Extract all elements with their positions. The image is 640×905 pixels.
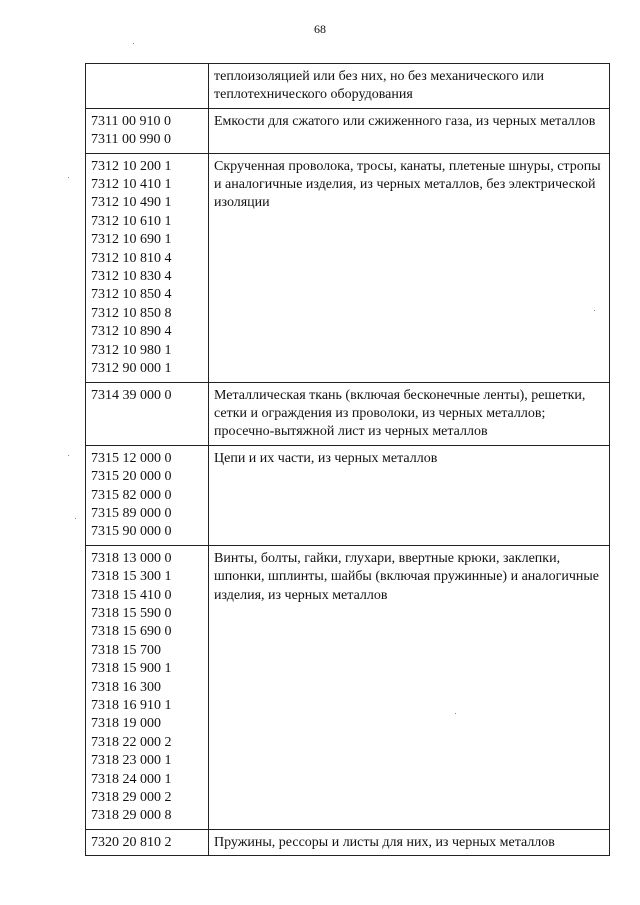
table-row <box>86 108 610 153</box>
tn-ved-code: 7312 10 200 1 <box>91 158 172 174</box>
tn-ved-code: 7318 15 690 0 <box>91 624 172 640</box>
table-row <box>86 445 610 545</box>
tn-ved-code: 7311 00 990 0 <box>91 132 171 148</box>
tn-ved-code: 7312 10 850 4 <box>91 287 172 303</box>
tn-ved-code: 7318 15 590 0 <box>91 605 172 621</box>
tn-ved-code: 7318 15 900 1 <box>91 661 172 677</box>
tn-ved-code: 7318 16 910 1 <box>91 698 172 713</box>
tn-ved-code: 7318 24 000 1 <box>91 771 172 787</box>
tn-ved-code: 7312 10 810 4 <box>91 250 172 266</box>
tn-ved-code: 7312 10 610 1 <box>91 213 172 229</box>
code-cell <box>86 153 209 382</box>
description-cell: Емкости для сжатого или сжиженного газа, из черных металлов <box>209 108 610 153</box>
tn-ved-code: 7312 10 490 1 <box>91 195 172 211</box>
description-cell: Винты, болты, гайки, глухари, ввертные крюки, заклепки, шпонки, шплинты, шайбы (включая пружинные) и аналогичные изделия, из черных металлов <box>209 545 610 829</box>
tn-ved-code: 7315 89 000 0 <box>91 505 172 521</box>
tn-ved-code: 7318 29 000 2 <box>91 790 172 806</box>
code-cell <box>86 445 209 545</box>
code-cell <box>86 545 209 829</box>
tn-ved-code: 7315 82 000 0 <box>91 487 172 503</box>
tn-ved-code: 7315 90 000 0 <box>91 524 172 540</box>
tn-ved-code: 7311 00 910 0 <box>91 113 171 129</box>
tn-ved-code: 7318 29 000 8 <box>91 808 172 824</box>
description-cell: Цепи и их части, из черных металлов <box>209 445 610 545</box>
description-cell: теплоизоляцией или без них, но без механического или теплотехнического оборудования <box>209 64 610 109</box>
tn-ved-code: 7312 10 850 8 <box>91 305 172 321</box>
description-cell: Металлическая ткань (включая бесконечные ленты), решетки, сетки и ограждения из проволоки, из черных металлов; просечно-вытяжной лист из черных металлов <box>209 382 610 445</box>
tn-ved-code: 7312 10 980 1 <box>91 342 172 358</box>
code-cell <box>86 64 209 109</box>
description-cell: Скрученная проволока, тросы, канаты, плетеные шнуры, стропы и аналогичные изделия, из черных металлов, без электрической изоляции <box>209 153 610 382</box>
scan-speck <box>68 177 69 178</box>
table-row <box>86 153 610 382</box>
tn-ved-code: 7312 90 000 1 <box>91 361 172 377</box>
tn-ved-code: 7318 15 410 0 <box>91 587 172 603</box>
tn-ved-code: 7315 20 000 0 <box>91 469 172 485</box>
tn-ved-code: 7312 10 830 4 <box>91 269 172 285</box>
tn-ved-code: 7318 13 000 0 <box>91 550 172 566</box>
code-cell <box>86 829 209 855</box>
scan-speck <box>455 713 456 714</box>
tn-ved-code: 7312 10 890 4 <box>91 324 172 340</box>
table-row <box>86 64 610 109</box>
tn-ved-code: 7312 10 410 1 <box>91 177 172 193</box>
tn-ved-code: 7318 16 300 <box>91 679 161 695</box>
code-cell <box>86 382 209 445</box>
table-row <box>86 382 610 445</box>
page-number: 68 <box>314 22 326 36</box>
tn-ved-code: 7318 15 300 1 <box>91 569 172 585</box>
scan-speck <box>68 455 69 456</box>
tn-ved-code: 7318 23 000 1 <box>91 753 172 769</box>
tn-ved-code: 7320 20 810 2 <box>91 834 172 850</box>
scan-speck <box>594 310 595 311</box>
tn-ved-code: 7314 39 000 0 <box>91 387 172 403</box>
customs-code-table <box>85 63 610 856</box>
scan-speck <box>133 43 134 44</box>
table-row <box>86 829 610 855</box>
tn-ved-code: 7312 10 690 1 <box>91 232 172 248</box>
table-body <box>86 64 610 856</box>
tn-ved-code: 7318 22 000 2 <box>91 734 172 750</box>
tn-ved-code: 7318 15 700 <box>91 642 161 658</box>
table-row <box>86 545 610 829</box>
code-cell <box>86 108 209 153</box>
tn-ved-code: 7315 12 000 0 <box>91 450 172 466</box>
description-cell: Пружины, рессоры и листы для них, из черных металлов <box>209 829 610 855</box>
tn-ved-code: 7318 19 000 <box>91 716 161 732</box>
scan-speck <box>75 518 76 519</box>
